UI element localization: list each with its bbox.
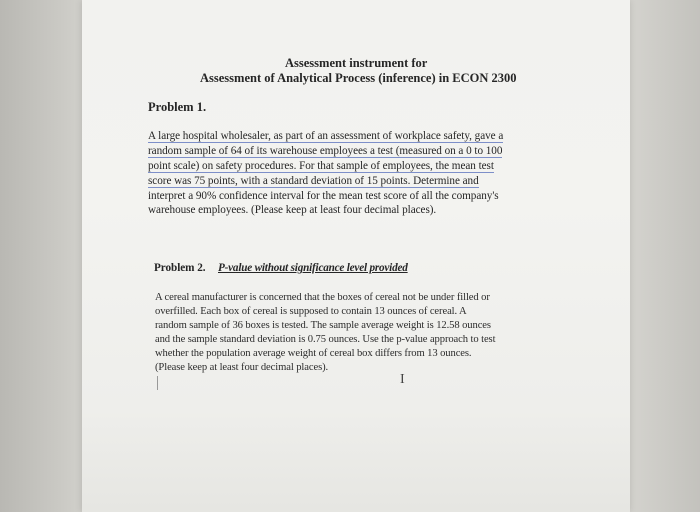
text-caret <box>157 376 158 390</box>
document-page <box>82 0 630 512</box>
problem1-line: score was 75 points, with a standard deviation of 15 points. Determine and <box>148 175 479 187</box>
problem1-line: interpret a 90% confidence interval for the mean test score of all the company's <box>148 190 499 202</box>
problem1-heading: Problem 1. <box>148 100 207 114</box>
problem2-subheading: P-value without significance level provided <box>218 262 408 274</box>
problem2-line: random sample of 36 boxes is tested. The sample average weight is 12.58 ounces <box>155 320 491 331</box>
title-line-1: Assessment instrument for <box>285 56 428 70</box>
problem1-line: warehouse employees. (Please keep at least four decimal places). <box>148 204 437 216</box>
problem1-line: point scale) on safety procedures. For that sample of employees, the mean test <box>148 160 494 172</box>
problem2-line: overfilled. Each box of cereal is supposed to contain 13 ounces of cereal. A <box>155 306 467 317</box>
problem1-line: random sample of 64 of its warehouse employees a test (measured on a 0 to 100 <box>148 145 503 157</box>
i-beam-cursor-icon: I <box>400 372 405 387</box>
problem1-line: A large hospital wholesaler, as part of an assessment of workplace safety, gave a <box>148 130 504 142</box>
problem2-line: whether the population average weight of cereal box differs from 13 ounces. <box>155 348 472 359</box>
problem2-line: and the sample standard deviation is 0.75 ounces. Use the p-value approach to test <box>155 334 496 345</box>
title-line-2: Assessment of Analytical Process (inference) in ECON 2300 <box>200 71 517 85</box>
problem2-heading: Problem 2. <box>154 262 206 274</box>
problem2-line: (Please keep at least four decimal places). <box>155 362 329 373</box>
problem2-line: A cereal manufacturer is concerned that the boxes of cereal not be under filled or <box>155 292 490 303</box>
